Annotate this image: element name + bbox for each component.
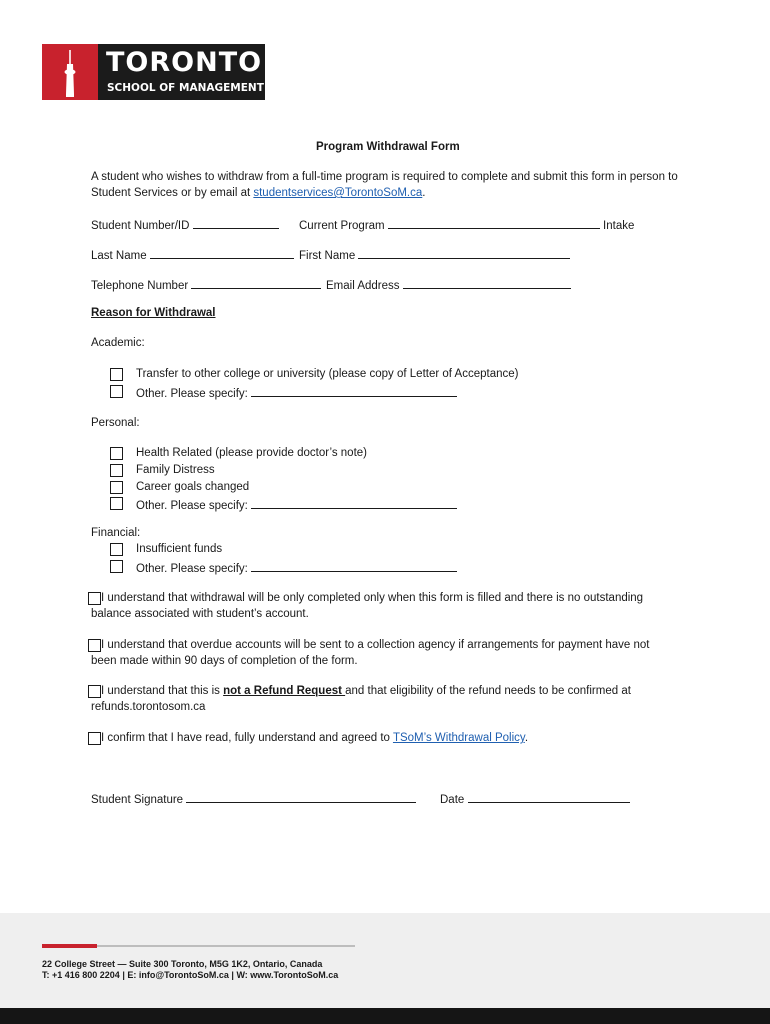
ack-policy-checkbox[interactable] bbox=[88, 732, 101, 745]
financial-insufficient-label: Insufficient funds bbox=[136, 543, 223, 555]
logo-subtitle: SCHOOL OF MANAGEMENT bbox=[107, 82, 264, 94]
current-program-field[interactable]: Current Program Intake bbox=[299, 217, 634, 232]
personal-heading: Personal: bbox=[91, 417, 140, 429]
academic-transfer-checkbox[interactable] bbox=[110, 368, 123, 381]
ack-outstanding-checkbox[interactable] bbox=[88, 592, 101, 605]
ack-refund-line-2: refunds.torontosom.ca bbox=[91, 701, 206, 713]
ack-collection-checkbox[interactable] bbox=[88, 639, 101, 652]
intro-line-2: Student Services or by email at studentservices@TorontoSoM.ca. bbox=[91, 187, 426, 199]
personal-health-label: Health Related (please provide doctor’s note) bbox=[136, 447, 367, 459]
academic-other-checkbox[interactable] bbox=[110, 385, 123, 398]
ack-policy-line: I confirm that I have read, fully understand and agreed to TSoM’s Withdrawal Policy. bbox=[101, 732, 529, 744]
personal-career-label: Career goals changed bbox=[136, 481, 250, 493]
financial-other-checkbox[interactable] bbox=[110, 560, 123, 573]
email-field[interactable]: Email Address bbox=[326, 277, 571, 292]
financial-other-field[interactable]: Other. Please specify: bbox=[136, 560, 457, 575]
ack-collection-line-2: been made within 90 days of completion of the form. bbox=[91, 655, 358, 667]
footer-address: 22 College Street — Suite 300 Toronto, M5G 1K2, Ontario, Canada bbox=[42, 959, 323, 969]
student-number-field[interactable]: Student Number/ID bbox=[91, 217, 279, 232]
bottom-bar bbox=[0, 1008, 770, 1024]
financial-heading: Financial: bbox=[91, 527, 141, 539]
logo bbox=[42, 44, 265, 100]
academic-other-field[interactable]: Other. Please specify: bbox=[136, 385, 457, 400]
ack-collection-line-1: I understand that overdue accounts will be sent to a collection agency if arrangements for payment have not bbox=[101, 639, 650, 651]
personal-health-checkbox[interactable] bbox=[110, 447, 123, 460]
personal-career-checkbox[interactable] bbox=[110, 481, 123, 494]
financial-insufficient-checkbox[interactable] bbox=[110, 543, 123, 556]
academic-heading: Academic: bbox=[91, 337, 145, 349]
personal-family-checkbox[interactable] bbox=[110, 464, 123, 477]
ack-outstanding-line-2: balance associated with student’s account. bbox=[91, 608, 309, 620]
intake-label: Intake bbox=[603, 220, 635, 232]
last-name-field[interactable]: Last Name bbox=[91, 247, 294, 262]
intro-line-1: A student who wishes to withdraw from a full-time program is required to complete and submit this form in person to bbox=[91, 171, 678, 183]
personal-other-field[interactable]: Other. Please specify: bbox=[136, 497, 457, 512]
footer-contact: T: +1 416 800 2204 | E: info@TorontoSoM.ca | W: www.TorontoSoM.ca bbox=[42, 970, 339, 980]
student-services-email-link[interactable]: studentservices@TorontoSoM.ca bbox=[253, 187, 423, 199]
reason-heading: Reason for Withdrawal bbox=[91, 307, 216, 319]
first-name-field[interactable]: First Name bbox=[299, 247, 570, 262]
cn-tower-icon bbox=[42, 44, 98, 100]
footer-accent bbox=[42, 944, 97, 948]
form-title: Program Withdrawal Form bbox=[316, 141, 460, 153]
ack-outstanding-line-1: I understand that withdrawal will be only completed only when this form is filled and there is no outstanding bbox=[101, 592, 644, 604]
telephone-field[interactable]: Telephone Number bbox=[91, 277, 321, 292]
withdrawal-policy-link[interactable]: TSoM’s Withdrawal Policy bbox=[392, 732, 525, 744]
date-field[interactable]: Date bbox=[440, 791, 630, 806]
student-signature-field[interactable]: Student Signature bbox=[91, 791, 416, 806]
ack-refund-checkbox[interactable] bbox=[88, 685, 101, 698]
logo-title: TORONTO bbox=[106, 47, 263, 78]
personal-family-label: Family Distress bbox=[136, 464, 215, 476]
ack-refund-line-1: I understand that this is not a Refund Request and that eligibility of the refund needs to be confirmed at bbox=[101, 685, 631, 697]
academic-transfer-label: Transfer to other college or university (please copy of Letter of Acceptance) bbox=[136, 368, 519, 380]
personal-other-checkbox[interactable] bbox=[110, 497, 123, 510]
